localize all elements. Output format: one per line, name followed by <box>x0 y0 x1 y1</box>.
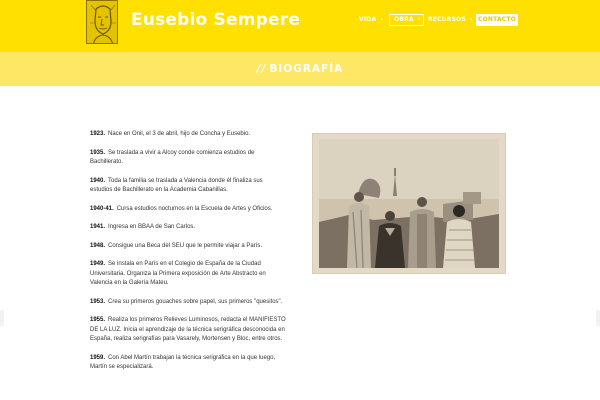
timeline-text: Crea su primeros gouaches sobre papel, sus primeros "quesitos". <box>108 298 283 305</box>
timeline-text: Cursa estudios nocturnos en la Escuela de Artes y Oficios. <box>116 205 273 212</box>
timeline-entry <box>90 149 286 168</box>
scroll-edge-right <box>596 310 600 326</box>
timeline-year: 1940-41. <box>90 205 114 212</box>
family-photo <box>312 133 506 274</box>
scroll-edge-left <box>0 310 4 326</box>
timeline-entry <box>90 298 286 308</box>
timeline-entry <box>90 316 286 345</box>
timeline-text: Nace en Onil, el 3 de abril, hijo de Concha y Eusebio. <box>108 131 251 137</box>
page-title-text: BIOGRAFÍA <box>269 63 344 75</box>
nav-item-vida[interactable] <box>359 14 383 26</box>
timeline-entry <box>90 205 286 215</box>
site-header <box>0 0 600 52</box>
nav-item-contacto[interactable]: CONTACTO <box>476 14 518 26</box>
timeline-text: Realiza los primeros Relieves Luminosos, redacta el MANIFIESTO DE LA LUZ. Inicia el aprendizaje de la técnica serigráfica desconocida en España, realiza serigrafías para Vasarely, Mortensen y Bloc, entre otros. <box>90 317 286 342</box>
timeline-year: 1940. <box>90 177 106 184</box>
timeline-text: Con Abel Martín trabajan la técnica serigráfica en la que luego, Martín se especializará. <box>90 354 276 370</box>
site-title[interactable]: Eusebio Sempere <box>131 10 301 30</box>
nav-item-obra[interactable] <box>389 14 424 26</box>
timeline-year: 1955. <box>90 317 106 323</box>
chevron-down-icon: › <box>417 16 421 23</box>
timeline-year: 1953. <box>90 298 106 305</box>
nav-label-obra: OBRA <box>394 16 414 23</box>
nav-item-recursos[interactable] <box>428 14 473 26</box>
timeline-year: 1948. <box>90 242 106 249</box>
timeline-entry <box>90 130 286 140</box>
timeline-text: Toda la familia se traslada a Valencia donde él finaliza sus estudios de Bachillerato en la Academia Cabanillas. <box>90 177 263 193</box>
timeline-year: 1935. <box>90 149 106 156</box>
page-title <box>0 63 600 75</box>
timeline-year: 1949. <box>90 261 106 267</box>
timeline-text: Se instala en París en el Colegio de España de la Ciudad Universitaria. Organiza la Primera exposición de Arte Abstracto en Valencia en la Galería Mateu. <box>90 261 266 286</box>
timeline-year: 1923. <box>90 131 106 137</box>
timeline-year: 1941. <box>90 224 106 230</box>
chevron-down-icon: › <box>380 16 383 23</box>
nav-label-vida: VIDA <box>359 16 377 23</box>
timeline-entry <box>90 242 286 252</box>
timeline-entry <box>90 177 286 196</box>
nav-label-recursos: RECURSOS <box>428 16 466 23</box>
chevron-down-icon: › <box>469 16 473 23</box>
biography-timeline <box>90 130 286 382</box>
timeline-entry <box>90 354 286 373</box>
timeline-text: Ingresa en BBAA de San Carlos. <box>108 224 196 230</box>
page-title-banner <box>0 52 600 86</box>
timeline-entry <box>90 260 286 289</box>
timeline-entry <box>90 223 286 233</box>
timeline-text: Consigue una Beca del SEU que le permite viajar a París. <box>108 242 263 249</box>
timeline-text: Se traslada a vivir a Alcoy conde comienza estudios de Bachillerato. <box>90 149 255 165</box>
double-slash-icon: // <box>256 63 267 75</box>
sempere-portrait-logo-icon[interactable] <box>86 0 118 44</box>
timeline-year: 1959. <box>90 354 106 361</box>
